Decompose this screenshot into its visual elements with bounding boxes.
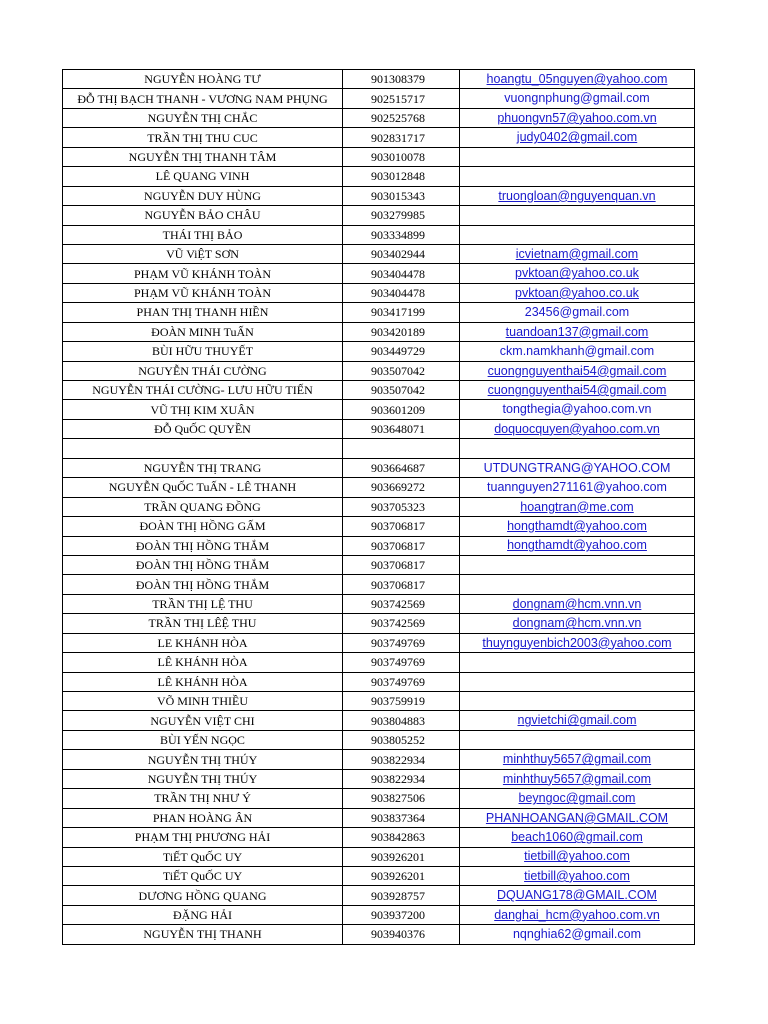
table-row — [63, 109, 694, 128]
name-cell: ĐOÀN THỊ HỒNG THẮM — [63, 556, 343, 574]
phone-cell: 903648071 — [343, 420, 460, 438]
table-row — [63, 206, 694, 225]
name-cell: ĐỖ THỊ BẠCH THANH - VƯƠNG NAM PHỤNG — [63, 89, 343, 107]
email-cell — [460, 226, 694, 244]
email-cell — [460, 167, 694, 185]
table-row — [63, 634, 694, 653]
name-cell: NGUYỄN QuỐC TuẤN - LÊ THANH — [63, 478, 343, 496]
name-cell: ĐOÀN THỊ HỒNG THẮM — [63, 575, 343, 593]
name-cell: BÙI HỮU THUYẾT — [63, 342, 343, 360]
phone-cell: 903279985 — [343, 206, 460, 224]
email-cell[interactable]: icvietnam@gmail.com — [515, 246, 639, 261]
table-row — [63, 420, 694, 439]
phone-cell: 903837364 — [343, 809, 460, 827]
name-cell: LÊ QUANG VINH — [63, 167, 343, 185]
email-cell — [460, 148, 694, 166]
name-cell: TRẦN THỊ THU CUC — [63, 128, 343, 146]
email-cell — [460, 653, 694, 671]
name-cell: NGUYỄN THÁI CƯỜNG- LƯU HỮU TIẾN — [63, 381, 343, 399]
email-cell: nqnghia62@gmail.com — [512, 927, 642, 942]
name-cell: NGUYỄN VIỆT CHI — [63, 711, 343, 729]
table-row — [63, 245, 694, 264]
phone-cell: 903926201 — [343, 867, 460, 885]
phone-cell: 903664687 — [343, 459, 460, 477]
table-row — [63, 653, 694, 672]
email-cell[interactable]: hoangtu_05nguyen@yahoo.com — [486, 71, 668, 86]
table-row — [63, 148, 694, 167]
name-cell: NGUYỄN THÁI CƯỜNG — [63, 362, 343, 380]
phone-cell: 903940376 — [343, 925, 460, 943]
table-row — [63, 167, 694, 186]
table-row — [63, 264, 694, 283]
email-cell[interactable]: pvktoan@yahoo.co.uk — [515, 266, 639, 281]
phone-cell: 903706817 — [343, 537, 460, 555]
phone-cell: 903601209 — [343, 400, 460, 418]
phone-cell: 903759919 — [343, 692, 460, 710]
name-cell: TRẦN THỊ NHƯ Ý — [63, 789, 343, 807]
table-row — [63, 439, 694, 458]
phone-cell: 903804883 — [343, 711, 460, 729]
email-cell — [460, 206, 694, 224]
phone-cell: 903449729 — [343, 342, 460, 360]
email-cell — [460, 575, 694, 593]
email-cell — [460, 731, 694, 749]
phone-cell: 901308379 — [343, 70, 460, 88]
email-cell[interactable]: dongnam@hcm.vnn.vn — [512, 616, 642, 631]
table-row — [63, 595, 694, 614]
email-cell[interactable]: thuynguyenbich2003@yahoo.com — [482, 635, 672, 650]
table-row — [63, 886, 694, 905]
phone-cell: 903420189 — [343, 323, 460, 341]
phone-cell: 903669272 — [343, 478, 460, 496]
table-row — [63, 284, 694, 303]
name-cell: DƯƠNG HỒNG QUANG — [63, 886, 343, 904]
phone-cell — [343, 439, 460, 457]
email-cell[interactable]: judy0402@gmail.com — [516, 130, 638, 145]
email-cell — [460, 692, 694, 710]
table-row — [63, 128, 694, 147]
phone-cell: 903928757 — [343, 886, 460, 904]
phone-cell: 903404478 — [343, 264, 460, 282]
table-row — [63, 750, 694, 769]
table-row — [63, 459, 694, 478]
phone-cell: 903742569 — [343, 595, 460, 613]
phone-cell: 903705323 — [343, 498, 460, 516]
email-cell[interactable]: minhthuy5657@gmail.com — [502, 752, 652, 767]
email-cell[interactable]: ngvietchi@gmail.com — [517, 713, 637, 728]
name-cell: ĐỖ QuỐC QUYỀN — [63, 420, 343, 438]
table-row — [63, 789, 694, 808]
phone-cell: 903749769 — [343, 634, 460, 652]
name-cell: PHẠM VŨ KHÁNH TOÀN — [63, 284, 343, 302]
phone-cell: 902525768 — [343, 109, 460, 127]
name-cell: VÕ MINH THIỀU — [63, 692, 343, 710]
email-cell[interactable]: danghai_hcm@yahoo.com.vn — [494, 907, 660, 922]
name-cell: TRẦN THỊ LỆ THU — [63, 595, 343, 613]
phone-cell: 903706817 — [343, 517, 460, 535]
phone-cell: 903706817 — [343, 556, 460, 574]
name-cell: TRẦN THỊ LÊỆ THU — [63, 614, 343, 632]
name-cell: ĐẶNG HẢI — [63, 906, 343, 924]
table-row — [63, 362, 694, 381]
phone-cell: 903822934 — [343, 750, 460, 768]
name-cell: LÊ KHÁNH HÒA — [63, 673, 343, 691]
table-row — [63, 187, 694, 206]
phone-cell: 903937200 — [343, 906, 460, 924]
table-row — [63, 828, 694, 847]
name-cell: TiẾT QuỐC UY — [63, 848, 343, 866]
table-row — [63, 614, 694, 633]
phone-cell: 903404478 — [343, 284, 460, 302]
phone-cell: 903507042 — [343, 381, 460, 399]
name-cell: NGUYỄN THỊ THANH TÂM — [63, 148, 343, 166]
email-cell — [460, 556, 694, 574]
email-cell[interactable]: doquocquyen@yahoo.com.vn — [494, 421, 660, 436]
name-cell: TiẾT QuỐC UY — [63, 867, 343, 885]
name-cell: NGUYỄN THỊ CHẮC — [63, 109, 343, 127]
email-cell[interactable]: minhthuy5657@gmail.com — [502, 771, 652, 786]
email-cell[interactable]: tuandoan137@gmail.com — [505, 324, 649, 339]
email-cell: tuannguyen271161@yahoo.com — [487, 480, 667, 495]
table-row — [63, 848, 694, 867]
name-cell: VŨ ViỆT SƠN — [63, 245, 343, 263]
email-cell: 23456@gmail.com — [524, 305, 630, 320]
name-cell: THÁI THỊ BẢO — [63, 226, 343, 244]
contact-table — [62, 69, 695, 945]
phone-cell: 903012848 — [343, 167, 460, 185]
email-cell[interactable]: cuongnguyenthai54@gmail.com — [487, 382, 667, 397]
phone-cell: 903010078 — [343, 148, 460, 166]
phone-cell: 903015343 — [343, 187, 460, 205]
table-row — [63, 537, 694, 556]
email-cell[interactable]: DQUANG178@GMAIL.COM — [497, 888, 657, 903]
table-row — [63, 498, 694, 517]
table-row — [63, 226, 694, 245]
table-row — [63, 867, 694, 886]
table-row — [63, 303, 694, 322]
email-cell: UTDUNGTRANG@YAHOO.COM — [483, 460, 671, 475]
table-row — [63, 673, 694, 692]
email-cell[interactable]: hongthamdt@yahoo.com — [507, 519, 647, 534]
phone-cell: 903417199 — [343, 303, 460, 321]
email-cell[interactable]: tietbill@yahoo.com — [524, 868, 630, 883]
email-cell[interactable]: hoangtran@me.com — [520, 499, 634, 514]
phone-cell: 903749769 — [343, 673, 460, 691]
table-row — [63, 711, 694, 730]
table-row — [63, 809, 694, 828]
table-row — [63, 575, 694, 594]
table-row — [63, 342, 694, 361]
email-cell[interactable]: beach1060@gmail.com — [511, 830, 643, 845]
name-cell: ĐOÀN THỊ HỒNG GẤM — [63, 517, 343, 535]
name-cell: PHẠM THỊ PHƯƠNG HẢI — [63, 828, 343, 846]
name-cell: NGUYỄN DUY HÙNG — [63, 187, 343, 205]
phone-cell: 903706817 — [343, 575, 460, 593]
name-cell: PHAN THỊ THANH HIỀN — [63, 303, 343, 321]
table-row — [63, 89, 694, 108]
email-cell[interactable]: tietbill@yahoo.com — [524, 849, 630, 864]
table-row — [63, 400, 694, 419]
name-cell: NGUYỄN HOÀNG TƯ — [63, 70, 343, 88]
email-cell[interactable]: dongnam@hcm.vnn.vn — [512, 596, 642, 611]
name-cell: LE KHÁNH HÒA — [63, 634, 343, 652]
name-cell: ĐOÀN THỊ HỒNG THẮM — [63, 537, 343, 555]
email-cell[interactable]: pvktoan@yahoo.co.uk — [515, 285, 639, 300]
phone-cell: 903749769 — [343, 653, 460, 671]
table-row — [63, 925, 694, 944]
name-cell: LÊ KHÁNH HÒA — [63, 653, 343, 671]
email-cell — [460, 673, 694, 691]
email-cell[interactable]: phuongvn57@yahoo.com.vn — [497, 110, 657, 125]
email-cell: tongthegia@yahoo.com.vn — [502, 402, 652, 417]
email-cell[interactable]: beyngoc@gmail.com — [518, 791, 636, 806]
phone-cell: 903402944 — [343, 245, 460, 263]
phone-cell: 903926201 — [343, 848, 460, 866]
phone-cell: 903334899 — [343, 226, 460, 244]
name-cell: VŨ THỊ KIM XUÂN — [63, 400, 343, 418]
name-cell: TRẦN QUANG ĐỒNG — [63, 498, 343, 516]
phone-cell: 903842863 — [343, 828, 460, 846]
table-row — [63, 731, 694, 750]
name-cell: NGUYỄN THỊ TRANG — [63, 459, 343, 477]
name-cell: NGUYỄN THỊ THANH — [63, 925, 343, 943]
name-cell: PHẠM VŨ KHÁNH TOÀN — [63, 264, 343, 282]
email-cell: ckm.namkhanh@gmail.com — [499, 344, 655, 359]
table-row — [63, 556, 694, 575]
table-row — [63, 323, 694, 342]
table-row — [63, 381, 694, 400]
table-row — [63, 517, 694, 536]
table-row — [63, 70, 694, 89]
email-cell: vuongnphung@gmail.com — [504, 91, 650, 106]
phone-cell: 903822934 — [343, 770, 460, 788]
phone-cell: 903507042 — [343, 362, 460, 380]
email-cell — [460, 439, 694, 457]
table-row — [63, 770, 694, 789]
name-cell: NGUYỄN THỊ THÚY — [63, 750, 343, 768]
name-cell: PHAN HOÀNG ÂN — [63, 809, 343, 827]
phone-cell: 902831717 — [343, 128, 460, 146]
table-row — [63, 906, 694, 925]
email-cell[interactable]: PHANHOANGAN@GMAIL.COM — [485, 810, 669, 825]
table-row — [63, 478, 694, 497]
name-cell: ĐOÀN MINH TuẤN — [63, 323, 343, 341]
email-cell[interactable]: hongthamdt@yahoo.com — [507, 538, 647, 553]
phone-cell: 903805252 — [343, 731, 460, 749]
phone-cell: 903742569 — [343, 614, 460, 632]
phone-cell: 903827506 — [343, 789, 460, 807]
name-cell: BÙI YẾN NGỌC — [63, 731, 343, 749]
email-cell[interactable]: truongloan@nguyenquan.vn — [498, 188, 656, 203]
name-cell: NGUYỄN BẢO CHÂU — [63, 206, 343, 224]
email-cell[interactable]: cuongnguyenthai54@gmail.com — [487, 363, 667, 378]
name-cell — [63, 439, 343, 457]
name-cell: NGUYỄN THỊ THÚY — [63, 770, 343, 788]
phone-cell: 902515717 — [343, 89, 460, 107]
table-row — [63, 692, 694, 711]
